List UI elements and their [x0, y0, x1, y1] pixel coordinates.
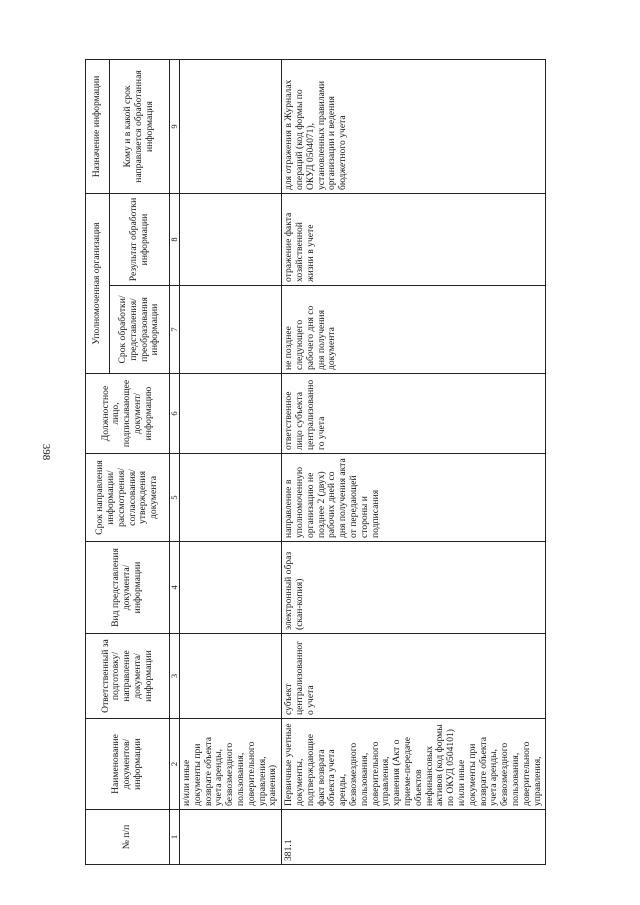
header-presentation-type: Вид представления документа/ информации	[86, 542, 170, 634]
column-number: 3	[170, 634, 180, 719]
cell-processing-deadline	[180, 286, 282, 374]
column-number: 9	[170, 60, 180, 194]
cell-signing-official	[180, 374, 282, 454]
header-document-name: Наименование документов/ информации	[86, 719, 170, 810]
cell-recipient	[180, 60, 282, 194]
column-number: 8	[170, 194, 180, 286]
cell-document-name: и/или иные документы при возврате объекта учета аренды, безвозмездного пользования, доверительного управления, хранения)	[180, 719, 282, 810]
column-number: 6	[170, 374, 180, 454]
column-number: 5	[170, 454, 180, 542]
header-authorized-org: Уполномоченная организация	[86, 194, 110, 374]
header-row-group	[86, 60, 110, 865]
page-number: 398	[40, 443, 52, 461]
cell-num: 381.1	[282, 810, 546, 865]
cell-processing-result: отражение факта хозяйственной жизни в учете	[282, 194, 546, 286]
header-responsible: Ответственный за подготовку/ направление документа/ информации	[86, 634, 170, 719]
column-number: 1	[170, 810, 180, 865]
header-signing-official: Должностное лицо, подписывающее документ/ информацию	[86, 374, 170, 454]
header-deadline: Срок направления информации/ рассмотрения/ согласования/ утверждения документа	[86, 454, 170, 542]
document-table	[85, 59, 546, 865]
column-number: 4	[170, 542, 180, 634]
column-number: 2	[170, 719, 180, 810]
cell-deadline	[180, 454, 282, 542]
header-processing-result: Результат обработки информации	[110, 194, 170, 286]
cell-document-name: Первичные учетные документы, подтверждающие факт возврата объекта учета аренды, безвозмездного пользования, доверительного управления, хранения (Акт о приеме-передаче объектов нефинансовых активов (код формы по ОКУД 0504101) и/или иные документы при возврате объекта учета аренды, безвозмездного пользования, доверительного управления,	[282, 719, 546, 810]
header-info-purpose: Назначение информации	[86, 60, 110, 194]
column-number: 7	[170, 286, 180, 374]
column-number-row	[170, 60, 180, 865]
table-row-continuation	[180, 60, 282, 865]
cell-presentation-type: электронный образ (скан-копия)	[282, 542, 546, 634]
cell-recipient: для отражения в Журналах операций (код формы по ОКУД 0504071), установленных правилами организации и ведения бюджетного учета	[282, 60, 546, 194]
header-processing-deadline: Срок обработки/ представления/ преобразования информации	[110, 286, 170, 374]
rotated-table-container	[85, 60, 575, 865]
cell-processing-deadline: не позднее следующего рабочего дня со дня получения документа	[282, 286, 546, 374]
header-recipient: Кому и в какой срок направляется обработанная информация	[110, 60, 170, 194]
header-num: № п/п	[86, 810, 170, 865]
cell-responsible	[180, 634, 282, 719]
cell-presentation-type	[180, 542, 282, 634]
cell-deadline: направление в уполномоченную организацию не позднее 2 (двух) рабочих дней со дня получения акта от передающей стороны и подписания	[282, 454, 546, 542]
cell-num	[180, 810, 282, 865]
table-row-381-1	[282, 60, 546, 865]
cell-signing-official: ответственное лицо субъекта централизованного учета	[282, 374, 546, 454]
cell-processing-result	[180, 194, 282, 286]
cell-responsible: субъект централизованного учета	[282, 634, 546, 719]
